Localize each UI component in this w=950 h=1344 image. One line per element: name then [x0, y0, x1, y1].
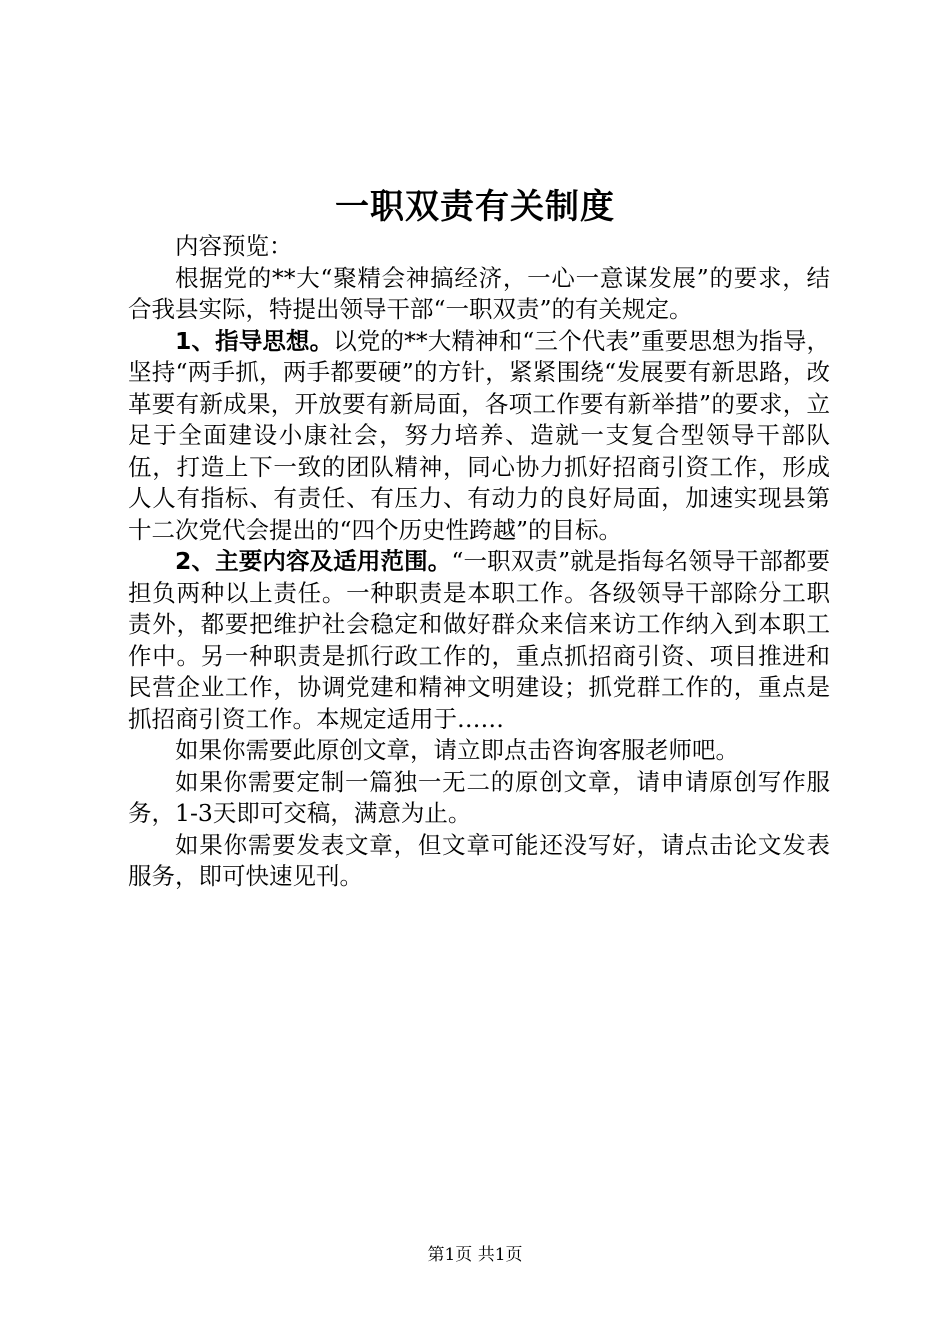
section-1-heading: 1、指导思想。: [175, 326, 334, 355]
section-2-paragraph: [128, 546, 830, 735]
note-publishing-service: 如果你需要发表文章，但文章可能还没写好，请点击论文发表服务，即可快速见刊。: [128, 830, 830, 890]
page-footer: 第1页 共1页: [427, 1245, 523, 1265]
intro-paragraph: 根据党的**大“聚精会神搞经济，一心一意谋发展”的要求，结合我县实际，特提出领导干部“一职双责”的有关规定。: [128, 263, 830, 323]
note-custom-writing: 如果你需要定制一篇独一无二的原创文章，请申请原创写作服务，1-3天即可交稿，满意为止。: [128, 767, 830, 827]
document-title: 一职双责有关制度: [335, 187, 615, 227]
section-1-text: 以党的**大精神和“三个代表”重要思想为指导，坚持“两手抓，两手都要硬”的方针，紧紧围绕“发展要有新思路，改革要有新成果，开放要有新局面，各项工作要有新举措”的要求，立足于全面建设小康社会，努力培养、造就一支复合型领导干部队伍，打造上下一致的团队精神，同心协力抓好招商引资工作，形成人人有指标、有责任、有压力、有动力的良好局面，加速实现县第十二次党代会提出的“四个历史性跨越”的目标。: [128, 326, 830, 544]
note-original-article: 如果你需要此原创文章，请立即点击咨询客服老师吧。: [175, 736, 739, 764]
preview-label: 内容预览：: [175, 232, 293, 260]
section-1-paragraph: [128, 326, 830, 547]
section-2-text: “一职双责”就是指每名领导干部都要担负两种以上责任。一种职责是本职工作。各级领导干部除分工职责外，都要把维护社会稳定和做好群众来信来访工作纳入到本职工作中。另一种职责是抓行政工作的，重点抓招商引资、项目推进和民营企业工作，协调党建和精神文明建设；抓党群工作的，重点是抓招商引资工作。本规定适用于……: [128, 547, 830, 733]
document-body: [128, 231, 830, 893]
section-2-heading: 2、主要内容及适用范围。: [175, 547, 452, 575]
